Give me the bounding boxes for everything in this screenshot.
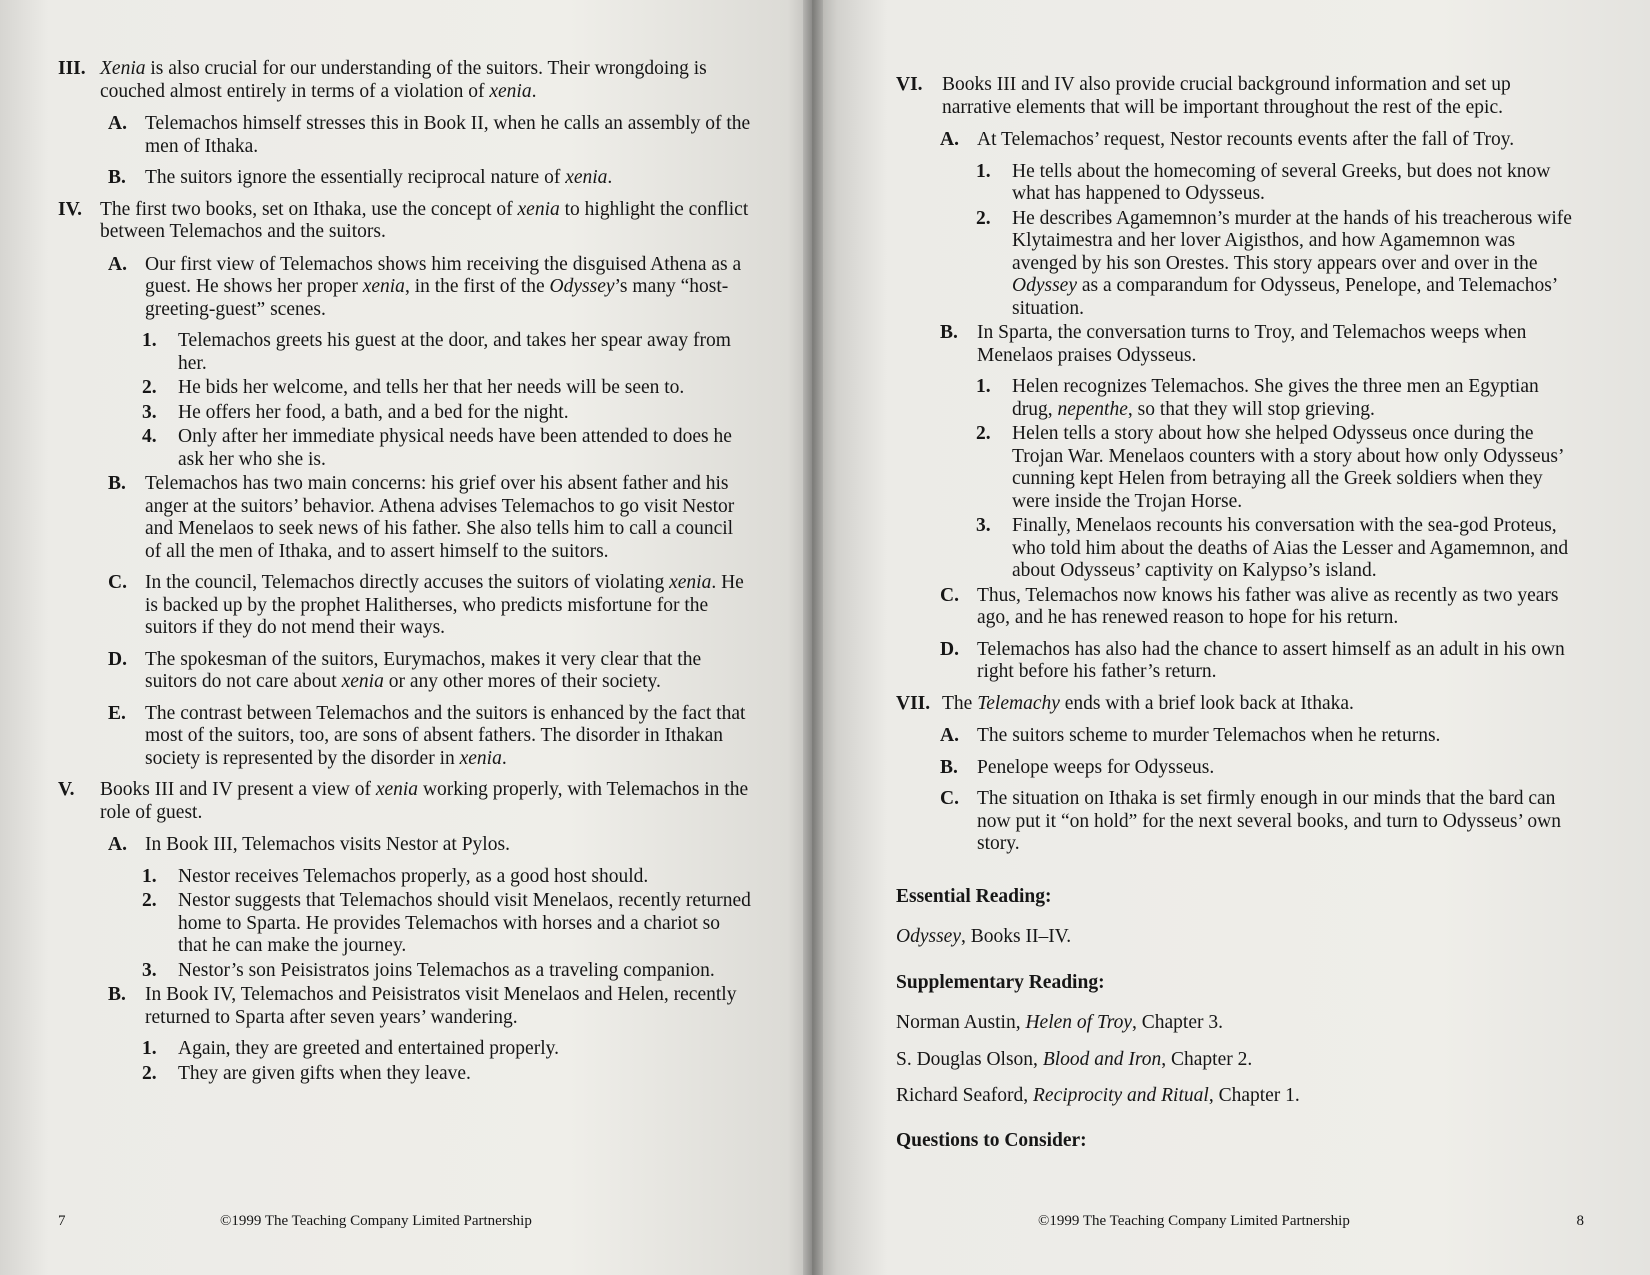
supplementary-item-1: S. Douglas Olson, Blood and Iron, Chapter 2.	[896, 1048, 1253, 1070]
outline-text: Thus, Telemachos now knows his father was alive as recently as two years ago, and he has renewed reason to hope for his return.	[977, 584, 1559, 628]
outline-text: Again, they are greeted and entertained properly.	[178, 1038, 559, 1059]
outline-item-right-9	[940, 639, 1580, 684]
outline-text: The Telemachy ends with a brief look back at Ithaka.	[942, 692, 1354, 714]
outline-left	[58, 58, 752, 1085]
outline-text: Telemachos has also had the chance to assert himself as an adult in his own right before his father’s return.	[977, 638, 1565, 682]
supplementary-item-2: Richard Seaford, Reciprocity and Ritual, Chapter 1.	[896, 1085, 1300, 1106]
outline-item-left-4	[108, 254, 752, 322]
outline-number: A.	[940, 129, 959, 150]
outline-text: The suitors scheme to murder Telemachos when he returns.	[977, 725, 1441, 746]
outline-item-left-9	[108, 473, 752, 563]
right-page	[812, 0, 1650, 1275]
outline-number: 3.	[142, 959, 157, 981]
questions-heading: Questions to Consider:	[896, 1129, 1087, 1151]
outline-number: 2.	[976, 423, 991, 444]
outline-number: 3.	[976, 515, 991, 536]
outline-text: Our first view of Telemachos shows him receiving the disguised Athena as a guest. He shows her proper xenia, in the first of the Odyssey’s many “host-greeting-guest” scenes.	[145, 253, 742, 320]
outline-text: Telemachos has two main concerns: his grief over his absent father and his anger at the suitors’ behavior. Athena advises Telemachos to go visit Nestor and Menelaos to seek news of his father. She also tells him to call a council of all the men of Ithaka, and to assert himself to the suitors.	[145, 473, 735, 562]
outline-item-left-19	[142, 1038, 752, 1061]
outline-number: B.	[108, 473, 126, 494]
outline-item-left-0	[58, 58, 752, 103]
essential-reading-heading: Essential Reading:	[896, 885, 1052, 907]
supplementary-reading-list	[896, 1012, 1580, 1108]
outline-right	[896, 74, 1580, 856]
outline-number: VII.	[896, 692, 931, 714]
outline-text: The suitors ignore the essentially reciprocal nature of xenia.	[145, 167, 613, 188]
outline-item-left-17	[142, 960, 752, 983]
outline-text: Nestor suggests that Telemachos should visit Menelaos, recently returned home to Sparta. He provides Telemachos with horses and a chariot so that he can make the journey.	[178, 890, 751, 956]
outline-number: 1.	[142, 865, 157, 887]
outline-number: VI.	[896, 74, 923, 95]
outline-item-left-7	[142, 402, 752, 425]
outline-number: C.	[940, 788, 959, 809]
book-gutter	[803, 0, 823, 1275]
outline-item-right-3	[976, 208, 1580, 321]
outline-number: B.	[940, 322, 958, 343]
outline-text: Nestor receives Telemachos properly, as a good host should.	[178, 865, 649, 887]
outline-text: Penelope weeps for Odysseus.	[977, 756, 1215, 778]
supplementary-reading-heading: Supplementary Reading:	[896, 972, 1105, 993]
outline-number: 2.	[142, 890, 157, 911]
outline-text: Finally, Menelaos recounts his conversation with the sea-god Proteus, who told him about the deaths of Aias the Lesser and Agamemnon, and about Odysseus’ captivity on Kalypso’s island.	[1012, 515, 1569, 581]
outline-text: The spokesman of the suitors, Eurymachos, makes it very clear that the suitors do not care about xenia or any other mores of their society.	[145, 648, 702, 692]
outline-text: He tells about the homecoming of several Greeks, but does not know what has happened to Odysseus.	[1012, 160, 1551, 204]
outline-item-right-11	[940, 725, 1580, 748]
outline-item-right-2	[976, 161, 1580, 206]
outline-text: They are given gifts when they leave.	[178, 1062, 471, 1084]
outline-number: 4.	[142, 426, 157, 447]
outline-item-left-1	[108, 113, 752, 158]
outline-number: III.	[58, 58, 86, 79]
outline-text: Books III and IV also provide crucial background information and set up narrative elements that will be important throughout the rest of the epic.	[942, 74, 1511, 118]
outline-item-right-10	[896, 693, 1580, 716]
outline-item-right-13	[940, 788, 1580, 856]
outline-text: Xenia is also crucial for our understanding of the suitors. Their wrongdoing is couched almost entirely in terms of a violation of xenia.	[100, 58, 707, 102]
outline-item-left-6	[142, 377, 752, 400]
outline-number: D.	[108, 648, 127, 670]
outline-number: V.	[58, 779, 75, 800]
outline-number: A.	[108, 834, 127, 855]
outline-text: The contrast between Telemachos and the suitors is enhanced by the fact that most of the suitors, too, are sons of absent fathers. The disorder in Ithakan society is represented by the disorder in xenia.	[145, 702, 746, 769]
outline-text: Helen tells a story about how she helped Odysseus once during the Trojan War. Menelaos counters with a story about how only Odysseus’ cunning kept Helen from betraying all the Greek soldiers when they were inside the Trojan Horse.	[1012, 423, 1564, 512]
outline-item-left-18	[108, 984, 752, 1029]
outline-number: 1.	[142, 1038, 157, 1059]
outline-item-right-5	[976, 376, 1580, 421]
outline-number: D.	[940, 638, 959, 660]
outline-item-left-3	[58, 199, 752, 244]
outline-item-left-15	[142, 866, 752, 889]
outline-text: He bids her welcome, and tells her that her needs will be seen to.	[178, 377, 685, 398]
outline-item-left-10	[108, 572, 752, 640]
outline-item-right-12	[940, 757, 1580, 780]
outline-number: C.	[940, 584, 959, 606]
outline-item-left-12	[108, 703, 752, 771]
outline-item-right-8	[940, 585, 1580, 630]
outline-number: 2.	[976, 207, 991, 229]
outline-text: The first two books, set on Ithaka, use the concept of xenia to highlight the conflict between Telemachos and the suitors.	[100, 198, 749, 242]
outline-number: IV.	[58, 198, 83, 220]
outline-text: The situation on Ithaka is set firmly enough in our minds that the bard can now put it “on hold” for the next several books, and turn to Odysseus’ own story.	[977, 788, 1561, 854]
outline-text: In Book III, Telemachos visits Nestor at Pylos.	[145, 834, 510, 855]
outline-text: Helen recognizes Telemachos. She gives the three men an Egyptian drug, nepenthe, so that they will stop grieving.	[1012, 376, 1539, 420]
outline-number: 2.	[142, 377, 157, 398]
outline-item-left-16	[142, 890, 752, 958]
outline-number: A.	[940, 725, 959, 746]
outline-item-right-4	[940, 322, 1580, 367]
outline-text: At Telemachos’ request, Nestor recounts events after the fall of Troy.	[977, 129, 1515, 150]
outline-text: Only after her immediate physical needs have been attended to does he ask her who she is.	[178, 426, 732, 470]
outline-number: B.	[108, 984, 126, 1005]
outline-item-left-14	[108, 834, 752, 857]
outline-item-right-7	[976, 515, 1580, 583]
left-page	[0, 0, 812, 1275]
outline-item-left-13	[58, 779, 752, 824]
outline-number: B.	[940, 756, 958, 778]
outline-item-right-1	[940, 129, 1580, 152]
outline-item-left-11	[108, 649, 752, 694]
supplementary-item-0: Norman Austin, Helen of Troy, Chapter 3.	[896, 1012, 1223, 1033]
footer-copyright-right: ©1999 The Teaching Company Limited Partnership	[1038, 1213, 1350, 1229]
outline-number: A.	[108, 253, 127, 275]
outline-item-left-5	[142, 330, 752, 375]
outline-item-left-2	[108, 167, 752, 190]
footer-copyright-left: ©1999 The Teaching Company Limited Partnership	[220, 1213, 532, 1229]
outline-number: 3.	[142, 401, 157, 423]
outline-number: C.	[108, 572, 127, 593]
outline-number: E.	[108, 702, 126, 724]
outline-item-left-8	[142, 426, 752, 471]
outline-number: 1.	[976, 160, 991, 182]
outline-text: In Book IV, Telemachos and Peisistratos visit Menelaos and Helen, recently returned to Sparta after seven years’ wandering.	[145, 984, 737, 1028]
outline-item-right-0	[896, 74, 1580, 119]
outline-text: In the council, Telemachos directly accuses the suitors of violating xenia. He is backed up by the prophet Halitherses, who predicts misfortune for the suitors if they do not mend their ways.	[145, 572, 744, 638]
outline-number: A.	[108, 113, 127, 134]
essential-reading-text: Odyssey, Books II–IV.	[896, 925, 1072, 947]
outline-text: Nestor’s son Peisistratos joins Telemachos as a traveling companion.	[178, 959, 715, 981]
outline-item-right-6	[976, 423, 1580, 513]
page-number-right: 8	[1576, 1213, 1584, 1229]
outline-item-left-20	[142, 1063, 752, 1086]
outline-text: Telemachos himself stresses this in Book II, when he calls an assembly of the men of Ithaka.	[145, 113, 751, 157]
outline-number: 1.	[976, 376, 991, 397]
outline-text: Books III and IV present a view of xenia working properly, with Telemachos in the role of guest.	[100, 779, 749, 823]
outline-text: In Sparta, the conversation turns to Troy, and Telemachos weeps when Menelaos praises Odysseus.	[977, 322, 1527, 366]
outline-number: 2.	[142, 1062, 157, 1084]
outline-text: He describes Agamemnon’s murder at the hands of his treacherous wife Klytaimestra and her lover Aigisthos, and how Agamemnon was avenged by his son Orestes. This story appears over and over in the Odyssey as a comparandum for Odysseus, Penelope, and Telemachos’ situation.	[1012, 207, 1572, 319]
outline-text: He offers her food, a bath, and a bed for the night.	[178, 401, 569, 423]
outline-text: Telemachos greets his guest at the door, and takes her spear away from her.	[178, 330, 731, 374]
outline-number: 1.	[142, 330, 157, 351]
page-number-left: 7	[58, 1213, 66, 1229]
outline-number: B.	[108, 167, 126, 188]
